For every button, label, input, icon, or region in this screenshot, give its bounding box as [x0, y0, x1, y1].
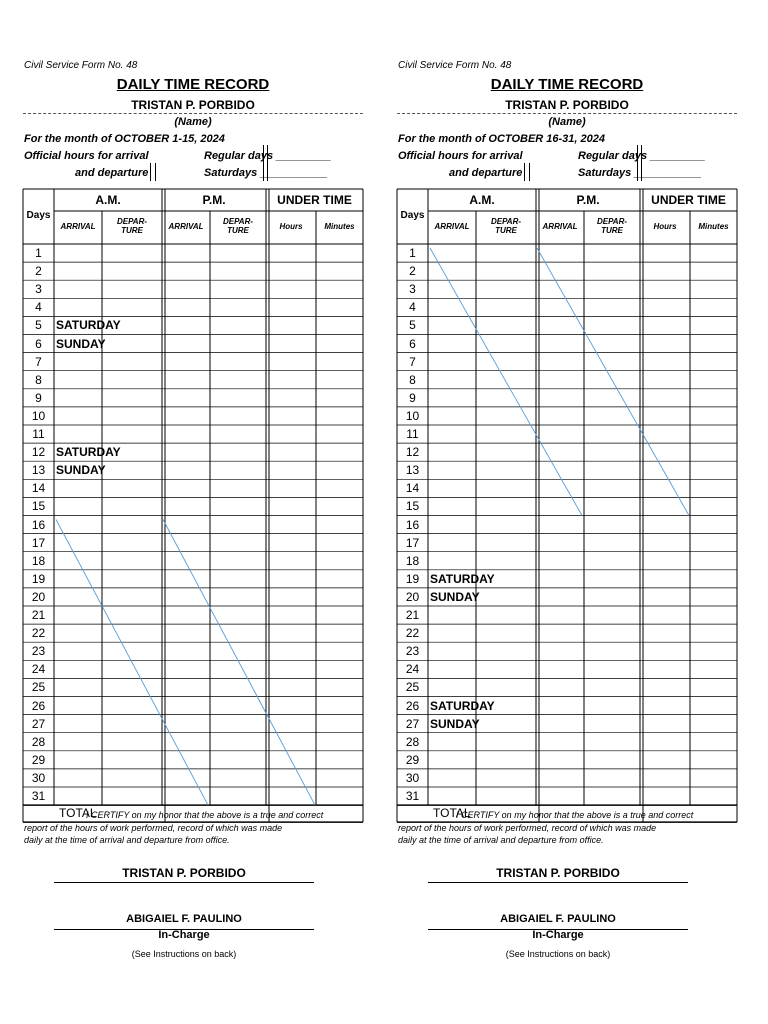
time-record-table: [397, 189, 737, 821]
day-number: 25: [405, 680, 420, 695]
am-header: A.M.: [95, 193, 121, 207]
day-number: 5: [35, 318, 42, 333]
day-number: 9: [35, 390, 42, 405]
day-number: 18: [31, 553, 46, 568]
signature-line: [428, 882, 688, 883]
pm-departure-header: DEPAR- TURE: [222, 217, 254, 235]
official-hours-label-2: and departure: [75, 167, 149, 179]
day-number: 3: [35, 282, 42, 297]
employee-name: TRISTAN P. PORBIDO: [131, 98, 255, 112]
day-label: SATURDAY: [430, 698, 495, 713]
day-number: 23: [405, 644, 420, 659]
signature-line: [54, 882, 314, 883]
day-number: 11: [32, 427, 45, 441]
divider: [263, 145, 268, 181]
day-number: 29: [405, 752, 420, 767]
pm-departure-header: DEPAR- TURE: [596, 217, 628, 235]
instructions-note: (See Instructions on back): [505, 949, 611, 959]
day-number: 10: [405, 408, 420, 423]
day-label: SUNDAY: [430, 589, 480, 604]
am-departure-header: DEPAR- TURE: [116, 217, 148, 235]
dtr-form-right: [397, 0, 737, 1024]
day-number: 25: [31, 680, 46, 695]
day-number: 19: [31, 571, 46, 586]
certification-text: I CERTIFY on my honor that the above is a true and correct report of the hours of work performed, record of which was made daily at the time of arrival and departure from office.: [24, 810, 324, 845]
day-number: 27: [405, 716, 420, 731]
day-label: SUNDAY: [430, 716, 480, 731]
day-label: SATURDAY: [56, 318, 121, 333]
strike-line-pm: [537, 248, 689, 516]
day-number: 4: [409, 300, 416, 315]
day-number: 22: [31, 626, 46, 641]
day-number: 28: [31, 734, 46, 749]
day-number: 15: [405, 499, 420, 514]
dtr-form-left: [23, 0, 363, 1024]
day-number: 3: [409, 282, 416, 297]
day-number: 20: [405, 589, 420, 604]
month-line: For the month of OCTOBER 1-15, 2024: [24, 133, 225, 145]
official-hours-label: Official hours for arrival: [24, 150, 149, 162]
hours-header: Hours: [279, 221, 303, 231]
regular-days-field: Regular days _________: [578, 150, 706, 162]
day-number: 26: [31, 698, 46, 713]
day-number: 27: [31, 716, 46, 731]
day-number: 30: [405, 770, 420, 785]
name-label: (Name): [174, 116, 212, 128]
day-number: 21: [405, 608, 420, 622]
day-number: 1: [409, 246, 416, 260]
name-underline: [397, 113, 737, 114]
day-number: 12: [405, 445, 420, 460]
day-number: 8: [35, 372, 42, 387]
strike-line-am: [56, 520, 208, 806]
day-number: 28: [405, 734, 420, 749]
day-number: 6: [35, 336, 42, 351]
in-charge-label: In-Charge: [532, 929, 584, 941]
day-number: 13: [31, 463, 46, 478]
day-number: 31: [405, 789, 420, 803]
strike-line-pm: [163, 520, 315, 806]
undertime-header: UNDER TIME: [651, 193, 726, 207]
table-grid-lines: [23, 189, 363, 812]
day-number: 16: [405, 517, 420, 532]
pm-header: P.M.: [576, 193, 600, 207]
pm-arrival-header: ARRIVAL: [542, 221, 578, 231]
day-number: 14: [405, 481, 420, 496]
day-number: 20: [31, 589, 46, 604]
saturdays-field: Saturdays ___________: [204, 167, 328, 179]
form-number: Civil Service Form No. 48: [398, 60, 512, 71]
saturdays-field: Saturdays ___________: [578, 167, 702, 179]
pm-arrival-header: ARRIVAL: [168, 221, 204, 231]
day-number: 24: [31, 662, 46, 677]
day-number: 26: [405, 698, 420, 713]
day-number: 31: [31, 789, 46, 803]
day-number: 24: [405, 662, 420, 677]
day-number: 10: [31, 408, 46, 423]
day-number: 17: [405, 535, 420, 550]
day-number: 18: [405, 553, 420, 568]
am-departure-header: DEPAR- TURE: [490, 217, 522, 235]
day-label: SATURDAY: [56, 445, 121, 460]
day-number: 16: [31, 517, 46, 532]
day-number: 2: [409, 264, 416, 279]
in-charge-name: ABIGAIEL F. PAULINO: [500, 913, 616, 925]
day-number: 2: [35, 264, 42, 279]
instructions-note: (See Instructions on back): [131, 949, 237, 959]
day-number: 23: [31, 644, 46, 659]
am-arrival-header: ARRIVAL: [434, 221, 470, 231]
employee-signature-name: TRISTAN P. PORBIDO: [122, 866, 246, 880]
employee-name: TRISTAN P. PORBIDO: [505, 98, 629, 112]
day-number: 9: [409, 390, 416, 405]
day-number: 4: [35, 300, 42, 315]
day-number: 7: [409, 354, 416, 369]
day-number: 22: [405, 626, 420, 641]
am-header: A.M.: [469, 193, 495, 207]
day-number: 1: [35, 246, 42, 260]
in-charge-name: ABIGAIEL F. PAULINO: [126, 913, 242, 925]
day-label: SATURDAY: [430, 571, 495, 586]
day-number: 8: [409, 372, 416, 387]
days-header: Days: [26, 209, 51, 221]
divider: [150, 163, 156, 181]
day-number: 5: [409, 318, 416, 333]
divider: [637, 145, 642, 181]
time-record-table: [23, 189, 363, 821]
month-line: For the month of OCTOBER 16-31, 2024: [398, 133, 606, 145]
total-label: TOTAL: [59, 806, 97, 821]
total-label: TOTAL: [433, 806, 471, 821]
day-number: 21: [31, 608, 46, 622]
day-number: 6: [409, 336, 416, 351]
day-number: 29: [31, 752, 46, 767]
official-hours-label-2: and departure: [449, 167, 523, 179]
name-underline: [23, 113, 363, 114]
pm-header: P.M.: [202, 193, 226, 207]
employee-signature-name: TRISTAN P. PORBIDO: [496, 866, 620, 880]
certification-text: I CERTIFY on my honor that the above is a true and correct report of the hours of work performed, record of which was made daily at the time of arrival and departure from office.: [398, 810, 694, 845]
day-number: 7: [35, 354, 42, 369]
minutes-header: Minutes: [324, 221, 355, 231]
day-number: 15: [31, 499, 46, 514]
day-number: 19: [405, 571, 420, 586]
day-number: 17: [31, 535, 46, 550]
name-label: (Name): [548, 116, 586, 128]
official-hours-label: Official hours for arrival: [398, 150, 523, 162]
strike-line-am: [430, 248, 582, 516]
am-arrival-header: ARRIVAL: [60, 221, 96, 231]
undertime-header: UNDER TIME: [277, 193, 352, 207]
form-title: DAILY TIME RECORD: [490, 76, 644, 93]
day-number: 12: [31, 445, 46, 460]
minutes-header: Minutes: [698, 221, 729, 231]
day-number: 13: [405, 463, 420, 478]
hours-header: Hours: [653, 221, 677, 231]
days-header: Days: [400, 209, 425, 221]
day-label: SUNDAY: [56, 336, 106, 351]
in-charge-label: In-Charge: [158, 929, 210, 941]
day-number: 14: [31, 481, 46, 496]
form-title: DAILY TIME RECORD: [116, 76, 270, 93]
day-number: 30: [31, 770, 46, 785]
day-number: 11: [406, 427, 419, 441]
form-number: Civil Service Form No. 48: [24, 60, 138, 71]
divider: [524, 163, 530, 181]
regular-days-field: Regular days _________: [204, 150, 332, 162]
day-label: SUNDAY: [56, 463, 106, 478]
